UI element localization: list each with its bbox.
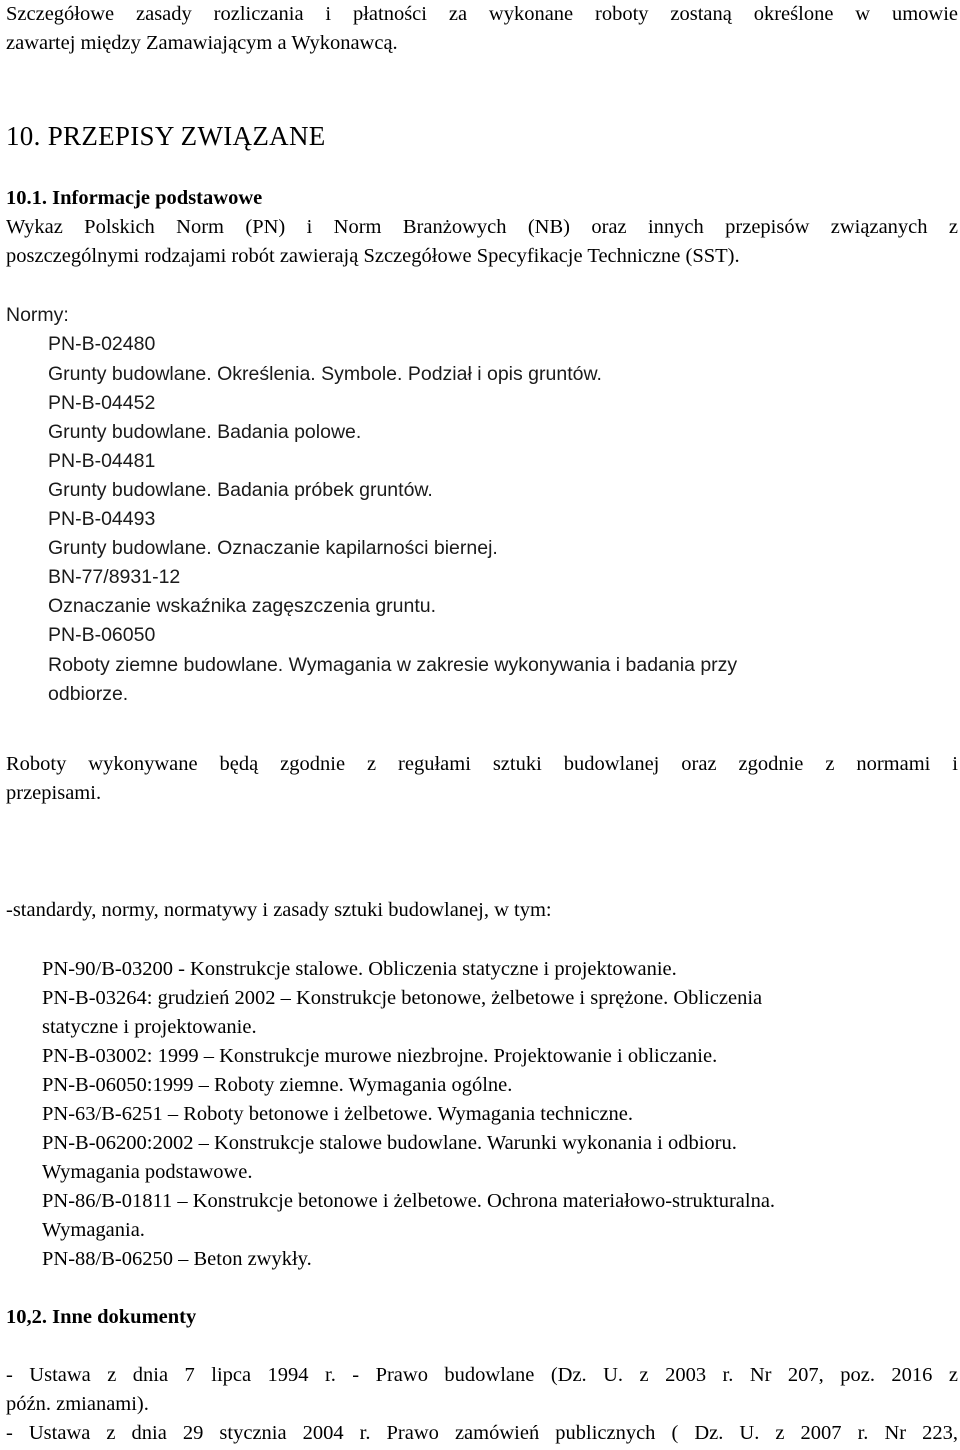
- standard-item: PN-90/B-03200 - Konstrukcje stalowe. Obliczenia statyczne i projektowanie.: [42, 958, 677, 980]
- norm-item: Grunty budowlane. Określenia. Symbole. Podział i opis gruntów.: [48, 363, 602, 385]
- other-doc-item: - Ustawa z dnia 29 stycznia 2004 r. Prawo zamówień publicznych ( Dz. U. z 2007 r. Nr 223,: [6, 1422, 958, 1444]
- other-doc-item: - Ustawa z dnia 7 lipca 1994 r. - Prawo budowlane (Dz. U. z 2003 r. Nr 207, poz. 2016 z: [6, 1364, 958, 1386]
- intro-line-1: Szczegółowe zasady rozliczania i płatności za wykonane roboty zostaną określone w umowie: [6, 3, 958, 25]
- works-line-1: Roboty wykonywane będą zgodnie z regułami sztuki budowlanej oraz zgodnie z normami i: [6, 753, 958, 775]
- standard-item: PN-63/B-6251 – Roboty betonowe i żelbetowe. Wymagania techniczne.: [42, 1103, 634, 1125]
- norm-item: odbiorze.: [48, 683, 129, 705]
- standard-item: PN-B-06050:1999 – Roboty ziemne. Wymagania ogólne.: [42, 1074, 513, 1096]
- norm-item: PN-B-04452: [48, 392, 156, 414]
- norms-label: Normy:: [6, 304, 69, 326]
- norm-item: Roboty ziemne budowlane. Wymagania w zakresie wykonywania i badania przy: [48, 654, 738, 676]
- norm-item: Grunty budowlane. Badania próbek gruntów.: [48, 479, 433, 501]
- standard-item: PN-86/B-01811 – Konstrukcje betonowe i żelbetowe. Ochrona materiałowo-strukturalna.: [42, 1190, 776, 1212]
- works-line-2: przepisami.: [6, 782, 102, 804]
- standard-item: Wymagania.: [42, 1219, 145, 1241]
- standard-item: PN-B-03264: grudzień 2002 – Konstrukcje betonowe, żelbetowe i sprężone. Obliczenia: [42, 987, 763, 1009]
- standard-item: Wymagania podstawowe.: [42, 1161, 253, 1183]
- norm-item: PN-B-02480: [48, 333, 156, 355]
- norm-item: Grunty budowlane. Badania polowe.: [48, 421, 362, 443]
- subsection-heading-10-1: 10.1. Informacje podstawowe: [6, 187, 263, 209]
- standard-item: PN-B-03002: 1999 – Konstrukcje murowe niezbrojne. Projektowanie i obliczanie.: [42, 1045, 718, 1067]
- norm-item: Oznaczanie wskaźnika zagęszczenia gruntu.: [48, 595, 437, 617]
- section-heading: 10. PRZEPISY ZWIĄZANE: [6, 121, 326, 151]
- norm-item: Grunty budowlane. Oznaczanie kapilarności biernej.: [48, 537, 498, 559]
- standard-item: PN-B-06200:2002 – Konstrukcje stalowe budowlane. Warunki wykonania i odbioru.: [42, 1132, 737, 1154]
- subsection-text-line-1: Wykaz Polskich Norm (PN) i Norm Branżowych (NB) oraz innych przepisów związanych z: [6, 216, 958, 238]
- standard-item: statyczne i projektowanie.: [42, 1016, 257, 1038]
- norm-item: BN-77/8931-12: [48, 566, 181, 588]
- norm-item: PN-B-04493: [48, 508, 156, 530]
- standard-item: PN-88/B-06250 – Beton zwykły.: [42, 1248, 312, 1270]
- norm-item: PN-B-06050: [48, 624, 156, 646]
- norm-item: PN-B-04481: [48, 450, 156, 472]
- other-doc-item: późn. zmianami).: [6, 1393, 149, 1415]
- intro-line-2: zawartej między Zamawiającym a Wykonawcą.: [6, 32, 398, 54]
- subsection-heading-10-2: 10,2. Inne dokumenty: [6, 1306, 197, 1328]
- subsection-text-line-2: poszczególnymi rodzajami robót zawierają Szczegółowe Specyfikacje Techniczne (SST).: [6, 245, 740, 267]
- standards-heading: -standardy, normy, normatywy i zasady sztuki budowlanej, w tym:: [6, 899, 552, 921]
